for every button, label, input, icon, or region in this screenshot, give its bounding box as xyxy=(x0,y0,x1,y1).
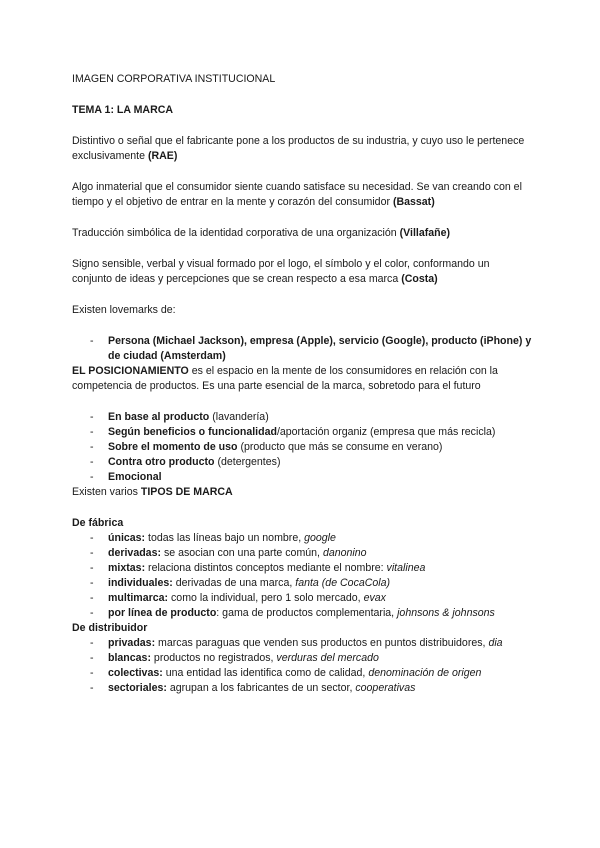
item-rest: (detergentes) xyxy=(214,456,281,468)
list-item xyxy=(72,606,532,621)
item-bold: únicas: xyxy=(108,532,146,544)
positioning-term: EL POSICIONAMIENTO xyxy=(72,365,189,377)
item-example: danonino xyxy=(322,547,367,559)
item-rest: /aportación organiz (empresa que más recicla) xyxy=(276,426,496,438)
list-item xyxy=(72,440,532,455)
list-item xyxy=(72,681,532,696)
definition-bassat xyxy=(72,180,532,210)
item-bold: derivadas: xyxy=(108,547,161,559)
item-rest: como la individual, pero 1 solo mercado, xyxy=(168,592,364,604)
list-item xyxy=(72,666,532,681)
list-item xyxy=(72,425,532,440)
definition-source: (Bassat) xyxy=(392,196,435,208)
item-rest: agrupan a los fabricantes de un sector, xyxy=(166,682,356,694)
list-item xyxy=(72,455,532,470)
item-rest: productos no registrados, xyxy=(150,652,277,664)
item-bold: colectivas: xyxy=(108,667,163,679)
item-example: google xyxy=(304,532,336,544)
definition-villafane xyxy=(72,226,532,241)
list-item xyxy=(72,591,532,606)
factory-list xyxy=(72,531,532,621)
definition-source: (Costa) xyxy=(401,273,438,285)
definition-source: (RAE) xyxy=(147,150,178,162)
item-bold: por línea de producto xyxy=(108,607,217,619)
item-bold: individuales: xyxy=(108,577,173,589)
item-rest: (producto que más se consume en verano) xyxy=(237,441,443,453)
item-rest: se asocian con una parte común, xyxy=(161,547,323,559)
item-example: fanta (de CocaCola) xyxy=(295,577,391,589)
list-item xyxy=(72,636,532,651)
item-rest: relaciona distintos conceptos mediante el nombre: xyxy=(145,562,387,574)
definition-source: (Villafañe) xyxy=(399,227,451,239)
item-bold: blancas: xyxy=(108,652,151,664)
list-item xyxy=(72,546,532,561)
item-example: vitalinea xyxy=(386,562,426,574)
lovemarks-item: Persona (Michael Jackson), empresa (Apple), servicio (Google), producto (iPhone) y de ciudad (Amsterdam) xyxy=(108,335,532,362)
item-bold: mixtas: xyxy=(108,562,146,574)
distributor-heading: De distribuidor xyxy=(72,622,148,634)
item-bold: Sobre el momento de uso xyxy=(108,441,238,453)
positioning-list xyxy=(72,410,532,485)
topic-heading: TEMA 1: LA MARCA xyxy=(72,104,174,116)
item-bold: En base al producto xyxy=(108,411,210,423)
item-bold: Según beneficios o funcionalidad xyxy=(108,426,277,438)
list-item xyxy=(72,576,532,591)
list-item xyxy=(72,531,532,546)
list-item xyxy=(72,334,532,364)
lovemarks-intro: Existen lovemarks de: xyxy=(72,304,176,316)
factory-heading: De fábrica xyxy=(72,517,124,529)
positioning-paragraph xyxy=(72,364,532,394)
item-rest: todas las líneas bajo un nombre, xyxy=(145,532,305,544)
list-item xyxy=(72,651,532,666)
brand-types-text: Existen varios xyxy=(72,486,141,498)
item-example: dia xyxy=(488,637,503,649)
item-rest: marcas paraguas que venden sus productos en puntos distribuidores, xyxy=(155,637,489,649)
distributor-list xyxy=(72,636,532,696)
list-item xyxy=(72,410,532,425)
item-rest: derivadas de una marca, xyxy=(172,577,296,589)
item-bold: Contra otro producto xyxy=(108,456,215,468)
brand-types-bold: TIPOS DE MARCA xyxy=(140,486,233,498)
list-item xyxy=(72,470,532,485)
item-bold: privadas: xyxy=(108,637,156,649)
item-example: denominación de origen xyxy=(368,667,482,679)
item-bold: multimarca: xyxy=(108,592,169,604)
item-rest: una entidad las identifica como de calidad, xyxy=(162,667,369,679)
item-example: cooperativas xyxy=(355,682,416,694)
definition-costa xyxy=(72,257,532,287)
item-example: verduras del mercado xyxy=(276,652,379,664)
positioning-text: es el espacio en la mente de los consumidores en relación con la competencia de productos. Es una parte esencial de la marca, sobretodo para el futuro xyxy=(72,365,498,392)
document-title: IMAGEN CORPORATIVA INSTITUCIONAL xyxy=(72,73,276,85)
document-page xyxy=(72,72,532,696)
definition-text: Traducción simbólica de la identidad corporativa de una organización xyxy=(72,227,400,239)
lovemarks-list xyxy=(72,334,532,364)
item-rest: : gama de productos complementaria, xyxy=(216,607,398,619)
brand-types-intro xyxy=(72,485,532,500)
definition-text: Algo inmaterial que el consumidor siente cuando satisface su necesidad. Se van creando con el tiempo y el objetivo de entrar en la mente y corazón del consumidor xyxy=(72,181,522,208)
item-bold: Emocional xyxy=(108,471,162,483)
definition-text: Signo sensible, verbal y visual formado por el logo, el símbolo y el color, conformando un conjunto de ideas y percepciones que se crean respecto a esa marca xyxy=(72,258,490,285)
definition-text: Distintivo o señal que el fabricante pone a los productos de su industria, y cuyo uso le pertenece exclusivamente xyxy=(72,135,525,162)
list-item xyxy=(72,561,532,576)
item-rest: (lavandería) xyxy=(209,411,269,423)
definition-rae xyxy=(72,134,532,164)
item-example: johnsons & johnsons xyxy=(397,607,495,619)
item-bold: sectoriales: xyxy=(108,682,167,694)
item-example: evax xyxy=(363,592,386,604)
